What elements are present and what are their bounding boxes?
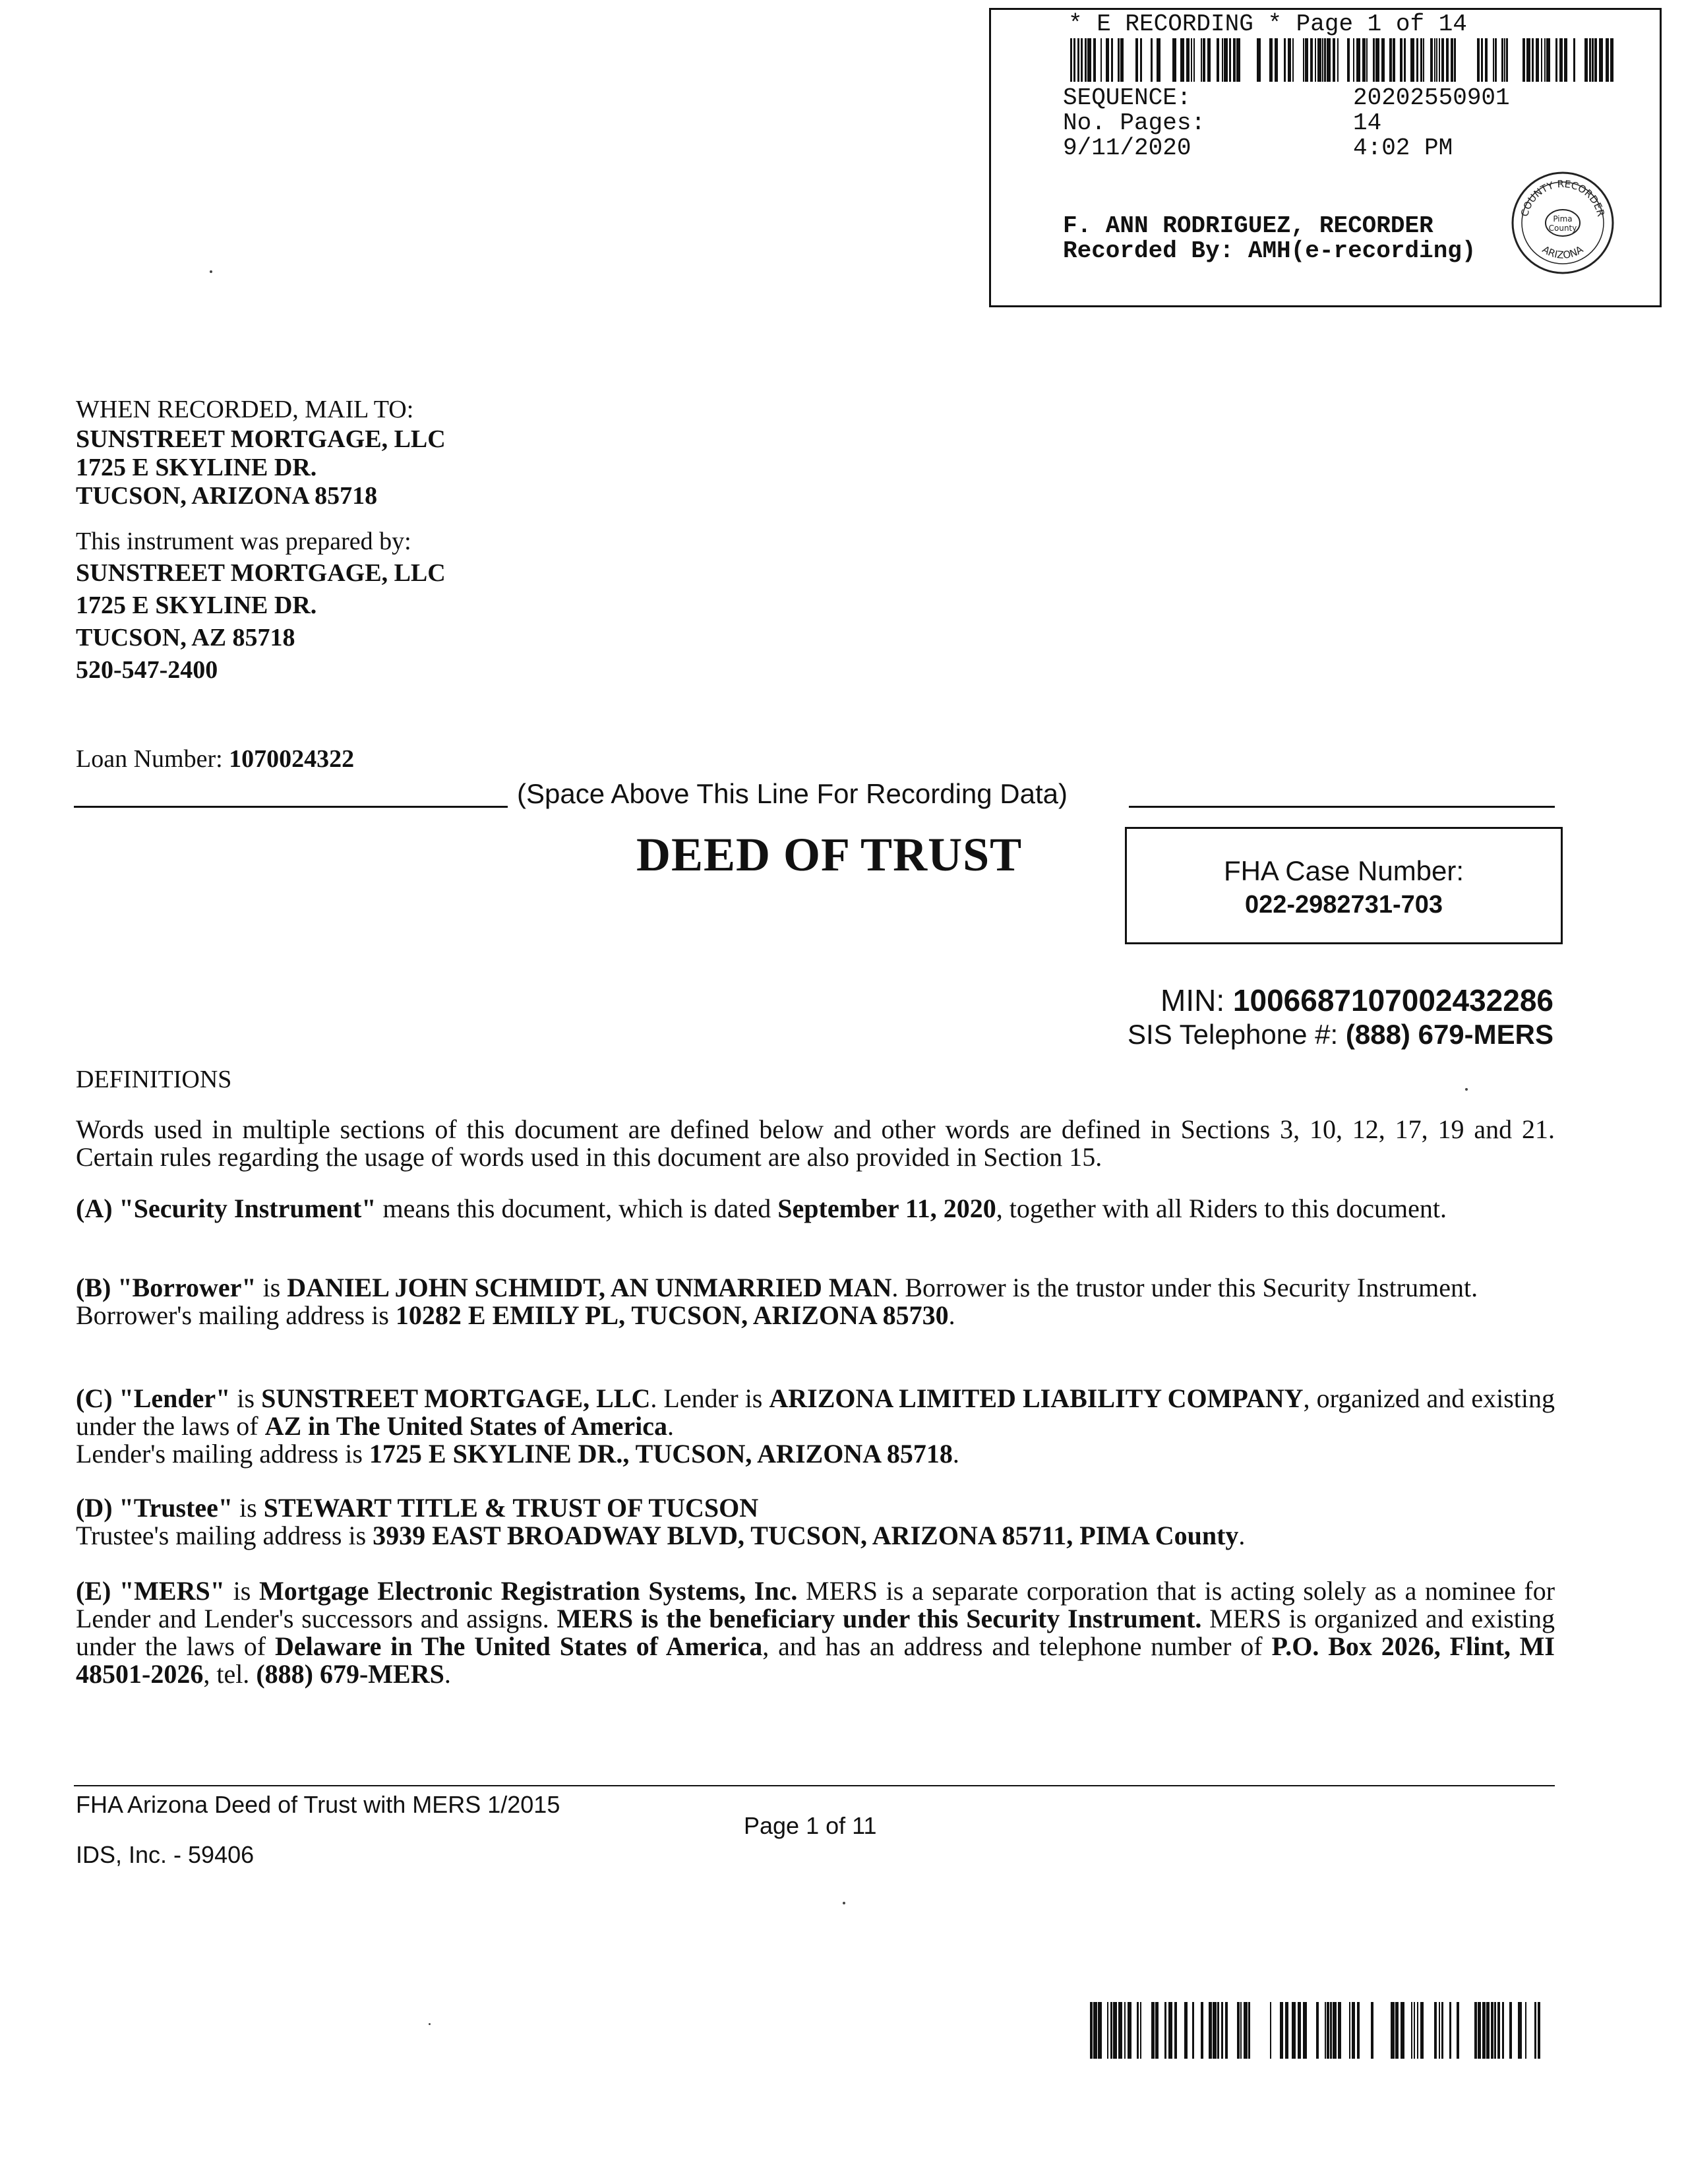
- definition-c-text: is: [230, 1383, 262, 1413]
- definition-e-text-2: MERS is a separate corporation that is acting solely as a nominee for Lender and Lender's successors and assigns.: [76, 1576, 1555, 1633]
- barcode-bar: [1541, 38, 1542, 82]
- document-title: DEED OF TRUST: [636, 828, 1023, 881]
- barcode-bar: [1327, 38, 1331, 82]
- period: .: [1238, 1521, 1246, 1550]
- definition-e-text: is: [224, 1576, 259, 1606]
- recorder-name: F. ANN RODRIGUEZ, RECORDER: [1063, 212, 1433, 239]
- definition-a: [76, 1195, 1555, 1223]
- mail-to-address-1: 1725 E SKYLINE DR.: [76, 454, 317, 481]
- barcode-bar: [1207, 38, 1211, 82]
- footer-form-name: FHA Arizona Deed of Trust with MERS 1/2015: [76, 1791, 560, 1818]
- footer-vendor: IDS, Inc. - 59406: [76, 1841, 255, 1868]
- barcode-bar: [1224, 38, 1228, 82]
- definition-b-text: is: [256, 1273, 287, 1302]
- barcode-bar: [1375, 38, 1379, 82]
- definition-a-text-end: , together with all Riders to this document.: [996, 1194, 1447, 1223]
- mail-to-name: SUNSTREET MORTGAGE, LLC: [76, 425, 446, 453]
- barcode-bar: [1544, 38, 1546, 82]
- barcode-bar: [1504, 38, 1505, 82]
- definition-b: [76, 1274, 1555, 1329]
- barcode-bar: [1275, 38, 1278, 82]
- barcode-bar: [1298, 2002, 1301, 2059]
- barcode-bar: [1594, 38, 1597, 82]
- lender-entity-type: ARIZONA LIMITED LIABILITY COMPANY: [769, 1383, 1304, 1413]
- barcode-bar: [1493, 38, 1494, 82]
- term-mers: (E) "MERS": [76, 1576, 225, 1606]
- trustee-name: STEWART TITLE & TRUST OF TUCSON: [263, 1493, 759, 1523]
- barcode-bar: [1225, 2002, 1228, 2059]
- barcode-bar: [1410, 38, 1414, 82]
- seal-center-line-2: County: [1548, 224, 1577, 233]
- barcode-bar: [1501, 38, 1503, 82]
- mers-beneficiary-statement: MERS is the beneficiary under this Security Instrument.: [557, 1604, 1202, 1633]
- barcode-bar: [1174, 2002, 1177, 2059]
- recording-header: * E RECORDING * Page 1 of 14: [1068, 11, 1467, 38]
- recording-date: 9/11/2020: [1063, 135, 1191, 162]
- barcode-bar: [1270, 2002, 1271, 2059]
- barcode-bar: [1434, 2002, 1437, 2059]
- definitions-intro: Words used in multiple sections of this document are defined below and other words are defined in Sections 3, 10, 12, 17, 19 and 21. Certain rules regarding the usage of words used in this document are also provided in Section 15.: [76, 1114, 1555, 1172]
- barcode-bar: [1559, 38, 1563, 82]
- barcode-bar: [1356, 38, 1360, 82]
- barcode-bar: [1423, 38, 1424, 82]
- barcode-bar: [1525, 2002, 1526, 2059]
- prepared-by-address-2: TUCSON, AZ 85718: [76, 624, 295, 652]
- prepared-by-address-1: 1725 E SKYLINE DR.: [76, 592, 317, 619]
- barcode-bar: [1285, 2002, 1288, 2059]
- barcode-bar: [1589, 38, 1591, 82]
- barcode-bar: [1337, 38, 1339, 82]
- barcode-bar: [1400, 38, 1402, 82]
- barcode-bar: [1073, 38, 1075, 82]
- sequence-value: 20202550901: [1353, 84, 1510, 111]
- period: .: [948, 1300, 955, 1330]
- barcode-bar: [1151, 38, 1153, 82]
- barcode-bar: [1292, 38, 1294, 82]
- barcode-bar: [1221, 2002, 1223, 2059]
- barcode-bar: [1093, 2002, 1097, 2059]
- barcode-bar: [1362, 38, 1366, 82]
- barcode-bar: [1284, 38, 1286, 82]
- barcode-bar: [1347, 38, 1350, 82]
- barcode-bar: [1288, 38, 1291, 82]
- barcode-bar: [1592, 38, 1594, 82]
- barcode-bar: [1401, 2002, 1404, 2059]
- barcode-bar: [1269, 38, 1273, 82]
- barcode-bar: [1502, 2002, 1504, 2059]
- barcode-bar: [1107, 2002, 1108, 2059]
- barcode-bar: [1325, 2002, 1326, 2059]
- min-label: MIN:: [1160, 983, 1225, 1017]
- barcode-bar: [1441, 38, 1444, 82]
- barcode-bar: [1486, 2002, 1490, 2059]
- barcode-bar: [1395, 2002, 1399, 2059]
- barcode-bar: [1315, 38, 1316, 82]
- barcode-bar: [1546, 38, 1550, 82]
- definition-c-text-2: . Lender is: [650, 1383, 769, 1413]
- mers-telephone: (888) 679-MERS: [256, 1659, 444, 1689]
- barcode-bar: [1333, 38, 1335, 82]
- definitions-heading: DEFINITIONS: [76, 1066, 232, 1093]
- barcode-bar: [1151, 2002, 1155, 2059]
- barcode-bar: [1482, 2002, 1486, 2059]
- barcode-bar: [1100, 38, 1102, 82]
- barcode-bar: [1111, 38, 1113, 82]
- min-value: 1006687107002432286: [1232, 983, 1553, 1017]
- recording-line-right: [1129, 806, 1555, 808]
- definition-d-text: is: [233, 1493, 264, 1523]
- fha-case-box: [1125, 827, 1563, 944]
- barcode-bar: [1240, 2002, 1242, 2059]
- barcode-bar: [1322, 38, 1323, 82]
- barcode-bar: [1217, 2002, 1219, 2059]
- barcode-bar: [1098, 2002, 1102, 2059]
- mail-to-label: WHEN RECORDED, MAIL TO:: [76, 396, 414, 423]
- barcode-bar: [1584, 38, 1588, 82]
- definition-c: [76, 1385, 1555, 1468]
- barcode-bar: [1186, 38, 1190, 82]
- barcode-bar: [1157, 38, 1160, 82]
- barcode-bar: [1391, 2002, 1395, 2059]
- lender-laws: AZ in The United States of America: [264, 1411, 667, 1441]
- barcode-bar: [1180, 38, 1184, 82]
- barcode-bar: [1303, 38, 1304, 82]
- barcode-bar: [1518, 2002, 1522, 2059]
- barcode-bar: [1451, 38, 1453, 82]
- barcode-bar: [1110, 2002, 1112, 2059]
- barcode-bar: [1610, 38, 1613, 82]
- speck: [210, 270, 212, 273]
- barcode-bar: [1573, 38, 1575, 82]
- barcode-bar: [1430, 38, 1433, 82]
- barcode-bar: [1213, 2002, 1217, 2059]
- pages-value: 14: [1353, 109, 1382, 136]
- barcode-bar: [1327, 2002, 1329, 2059]
- definition-a-text: means this document, which is dated: [376, 1194, 778, 1223]
- lender-address: 1725 E SKYLINE DR., TUCSON, ARIZONA 85718: [369, 1439, 953, 1469]
- barcode-bar: [1481, 38, 1483, 82]
- barcode-bar: [1330, 2002, 1332, 2059]
- document-date: September 11, 2020: [777, 1194, 996, 1223]
- barcode-bar: [1201, 38, 1202, 82]
- speck: [429, 2023, 431, 2025]
- barcode-bar: [1164, 2002, 1166, 2059]
- recording-barcode: [1063, 38, 1623, 82]
- barcode-bar: [1317, 38, 1321, 82]
- speck: [843, 1902, 845, 1904]
- seal-top-text: COUNTY RECORDER: [1518, 177, 1608, 218]
- definition-c-text-3: , organized and existing under the laws of: [76, 1383, 1555, 1441]
- barcode-bar: [1135, 38, 1138, 82]
- barcode-bar: [1526, 38, 1530, 82]
- barcode-bar: [1532, 38, 1534, 82]
- barcode-bar: [1485, 38, 1488, 82]
- term-borrower: (B) "Borrower": [76, 1273, 256, 1302]
- barcode-bar: [1209, 2002, 1212, 2059]
- sis-value: (888) 679-MERS: [1345, 1019, 1553, 1050]
- county-recorder-seal: [1510, 170, 1615, 276]
- barcode-bar: [1316, 2002, 1319, 2059]
- barcode-bar: [1606, 38, 1609, 82]
- prepared-by-label: This instrument was prepared by:: [76, 528, 411, 555]
- barcode-bar: [1292, 2002, 1296, 2059]
- barcode-bar: [1357, 2002, 1360, 2059]
- period: .: [667, 1411, 674, 1441]
- definition-e: [76, 1577, 1555, 1688]
- barcode-bar: [1248, 2002, 1250, 2059]
- barcode-bar: [1522, 38, 1525, 82]
- barcode-bar: [1446, 38, 1449, 82]
- barcode-bar: [1495, 38, 1497, 82]
- document-barcode: [1080, 2002, 1550, 2059]
- barcode-bar: [1244, 2002, 1248, 2059]
- barcode-bar: [1093, 38, 1096, 82]
- barcode-bar: [1191, 38, 1192, 82]
- barcode-bar: [1172, 38, 1176, 82]
- barcode-bar: [1155, 2002, 1159, 2059]
- recorded-by: Recorded By: AMH(e-recording): [1063, 237, 1476, 264]
- space-above-note: (Space Above This Line For Recording Data): [517, 778, 1068, 809]
- barcode-bar: [1420, 2002, 1424, 2059]
- barcode-bar: [1564, 38, 1567, 82]
- definition-e-text-3: MERS is organized and existing under the laws of: [76, 1604, 1555, 1661]
- barcode-bar: [1077, 38, 1079, 82]
- pages-label: No. Pages:: [1063, 109, 1206, 136]
- mers-name: Mortgage Electronic Registration Systems, Inc.: [258, 1576, 798, 1606]
- footer-page-number: Page 1 of 11: [744, 1812, 877, 1839]
- borrower-address-label: Borrower's mailing address is: [76, 1300, 396, 1330]
- trustee-address-label: Trustee's mailing address is: [76, 1521, 373, 1550]
- sequence-label: SEQUENCE:: [1063, 84, 1191, 111]
- borrower-name: DANIEL JOHN SCHMIDT, AN UNMARRIED MAN: [287, 1273, 892, 1302]
- barcode-bar: [1257, 38, 1261, 82]
- barcode-bar: [1366, 38, 1368, 82]
- period: .: [444, 1659, 451, 1689]
- sis-telephone-line: [1128, 1019, 1553, 1050]
- lender-address-label: Lender's mailing address is: [76, 1439, 369, 1469]
- barcode-bar: [1536, 38, 1539, 82]
- barcode-bar: [1352, 2002, 1355, 2059]
- barcode-bar: [1417, 2002, 1418, 2059]
- sis-label: SIS Telephone #:: [1128, 1019, 1339, 1050]
- barcode-bar: [1217, 38, 1219, 82]
- barcode-bar: [1229, 38, 1231, 82]
- barcode-bar: [1280, 2002, 1283, 2059]
- barcode-bar: [1128, 2002, 1131, 2059]
- barcode-bar: [1193, 38, 1195, 82]
- barcode-bar: [1333, 2002, 1337, 2059]
- barcode-bar: [1474, 2002, 1477, 2059]
- barcode-bar: [1222, 38, 1223, 82]
- barcode-bar: [1201, 2002, 1203, 2059]
- barcode-bar: [1120, 38, 1124, 82]
- barcode-bar: [1420, 38, 1422, 82]
- barcode-bar: [1439, 2002, 1440, 2059]
- fha-case-number: 022-2982731-703: [1244, 891, 1443, 919]
- barcode-bar: [1411, 2002, 1412, 2059]
- barcode-bar: [1393, 38, 1395, 82]
- lender-name: SUNSTREET MORTGAGE, LLC: [261, 1383, 651, 1413]
- barcode-bar: [1338, 2002, 1341, 2059]
- barcode-bar: [1555, 38, 1557, 82]
- mers-laws: Delaware in The United States of America: [274, 1631, 763, 1661]
- barcode-bar: [1477, 38, 1480, 82]
- barcode-bar: [1236, 38, 1240, 82]
- barcode-bar: [1404, 38, 1406, 82]
- barcode-bar: [1106, 38, 1109, 82]
- trustee-address: 3939 EAST BROADWAY BLVD, TUCSON, ARIZONA 85711, PIMA County: [373, 1521, 1239, 1550]
- barcode-bar: [1124, 2002, 1126, 2059]
- barcode-bar: [1416, 38, 1418, 82]
- barcode-bar: [1509, 2002, 1512, 2059]
- barcode-bar: [1414, 2002, 1415, 2059]
- barcode-bar: [1599, 38, 1603, 82]
- footer-rule: [74, 1785, 1555, 1786]
- barcode-bar: [1534, 2002, 1536, 2059]
- barcode-bar: [1090, 2002, 1093, 2059]
- barcode-bar: [1506, 38, 1508, 82]
- barcode-bar: [1457, 2002, 1459, 2059]
- definition-d: [76, 1494, 1555, 1550]
- barcode-bar: [1113, 2002, 1117, 2059]
- barcode-bar: [1168, 2002, 1172, 2059]
- period: .: [952, 1439, 959, 1469]
- barcode-bar: [1494, 2002, 1496, 2059]
- barcode-bar: [1305, 38, 1308, 82]
- definition-e-text-4: , and has an address and telephone number of: [762, 1631, 1272, 1661]
- barcode-bar: [1439, 38, 1440, 82]
- prepared-by-name: SUNSTREET MORTGAGE, LLC: [76, 559, 446, 587]
- seal-center-line-1: Pima: [1553, 214, 1573, 224]
- barcode-bar: [1349, 2002, 1350, 2059]
- barcode-bar: [1381, 38, 1385, 82]
- mers-address: P.O. Box 2026, Flint, MI 48501-2026: [76, 1631, 1555, 1689]
- barcode-bar: [1434, 38, 1435, 82]
- min-line: [1160, 983, 1553, 1018]
- barcode-bar: [1118, 2002, 1122, 2059]
- barcode-bar: [1085, 38, 1087, 82]
- barcode-bar: [1389, 38, 1392, 82]
- barcode-bar: [1324, 38, 1326, 82]
- term-trustee: (D) "Trustee": [76, 1493, 233, 1523]
- definition-e-text-5: , tel.: [203, 1659, 256, 1689]
- barcode-bar: [1203, 38, 1205, 82]
- term-lender: (C) "Lender": [76, 1383, 231, 1413]
- barcode-bar: [1436, 38, 1437, 82]
- barcode-bar: [1184, 2002, 1188, 2059]
- barcode-bar: [1070, 38, 1072, 82]
- barcode-bar: [1491, 2002, 1493, 2059]
- barcode-bar: [1353, 38, 1354, 82]
- mail-to-address-2: TUCSON, ARIZONA 85718: [76, 482, 378, 510]
- barcode-bar: [1373, 38, 1375, 82]
- barcode-bar: [1140, 38, 1142, 82]
- barcode-bar: [1237, 2002, 1240, 2059]
- barcode-bar: [1449, 2002, 1451, 2059]
- prepared-by-phone: 520-547-2400: [76, 656, 218, 684]
- barcode-bar: [1118, 38, 1120, 82]
- seal-bottom-text: ARIZONA: [1540, 243, 1586, 262]
- barcode-bar: [1497, 2002, 1500, 2059]
- fha-case-label: FHA Case Number:: [1223, 855, 1464, 886]
- recording-line-left: [74, 806, 508, 808]
- barcode-bar: [1137, 2002, 1139, 2059]
- barcode-bar: [1441, 2002, 1443, 2059]
- barcode-bar: [1140, 2002, 1141, 2059]
- speck: [1465, 1088, 1468, 1091]
- barcode-bar: [1538, 2002, 1540, 2059]
- term-security-instrument: (A) "Security Instrument": [76, 1194, 377, 1223]
- barcode-bar: [1081, 38, 1083, 82]
- barcode-bar: [1303, 2002, 1307, 2059]
- loan-number-value: 1070024322: [229, 745, 355, 773]
- borrower-address: 10282 E EMILY PL, TUCSON, ARIZONA 85730: [395, 1300, 949, 1330]
- barcode-bar: [1454, 38, 1456, 82]
- barcode-bar: [1478, 2002, 1481, 2059]
- barcode-bar: [1233, 38, 1236, 82]
- definition-b-text-end: . Borrower is the trustor under this Security Instrument.: [891, 1273, 1478, 1302]
- barcode-bar: [1371, 2002, 1373, 2059]
- loan-number-label: Loan Number:: [76, 745, 223, 773]
- barcode-bar: [1087, 38, 1091, 82]
- barcode-bar: [1310, 38, 1313, 82]
- loan-number: [76, 745, 354, 774]
- barcode-bar: [1192, 2002, 1194, 2059]
- recording-time: 4:02 PM: [1353, 135, 1453, 162]
